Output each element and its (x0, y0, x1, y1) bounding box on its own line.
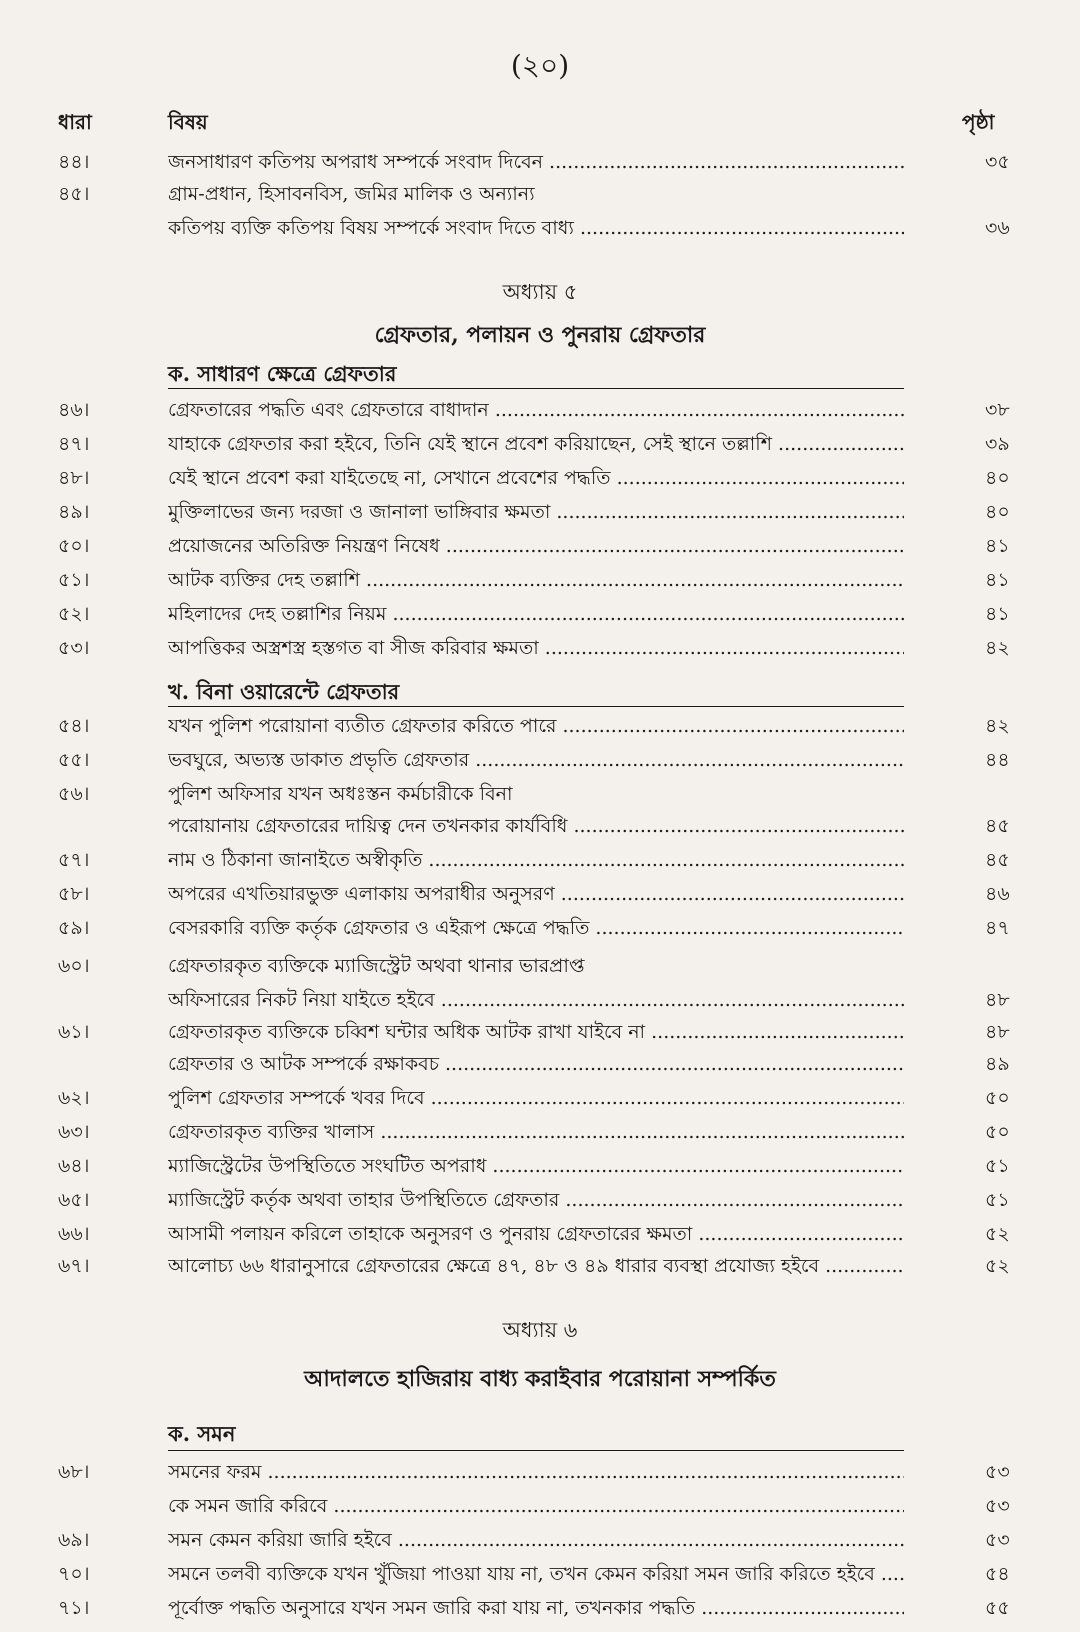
section-number: ৬৫। (58, 1189, 90, 1211)
section-number: ৭১। (58, 1597, 90, 1619)
section-number: ৪৫। (58, 183, 90, 205)
toc-row (0, 532, 1080, 562)
toc-row (0, 464, 1080, 494)
entry-title: ম্যাজিস্ট্রেটের উপস্থিতিতে সংঘটিত অপরাধ ..... (168, 1152, 904, 1184)
entry-title: সমনে তলবী ব্যক্তিকে যখন খুঁজিয়া পাওয়া যায় না, তখন কেমন করিয়া সমন জারি করিতে হইবে ..... (168, 1560, 904, 1592)
section-number: ৪৭। (58, 433, 90, 455)
page-ref: ৪৭ (985, 917, 1010, 939)
entry-title: বেসরকারি ব্যক্তি কর্তৃক গ্রেফতার ও এইরূপ ক্ষেত্রে পদ্ধতি ..... (168, 914, 904, 946)
divider (168, 1450, 904, 1451)
page-ref: ৪১ (985, 535, 1010, 557)
page-ref: ৪০ (985, 501, 1010, 523)
section-number: ৬১। (58, 1021, 90, 1043)
toc-row (0, 396, 1080, 426)
entry-title: কে সমন জারি করিবে ..... (168, 1492, 904, 1524)
entry-title: গ্রেফতারকৃত ব্যক্তিকে ম্যাজিস্ট্রেট অথবা থানার ভারপ্রাপ্ত (168, 955, 585, 977)
page-ref: ৪৮ (985, 1021, 1010, 1043)
toc-row (0, 1458, 1080, 1488)
column-header-section: ধারা (58, 110, 92, 134)
section-number: ৬০। (58, 955, 90, 977)
entry-title: যেই স্থানে প্রবেশ করা যাইতেছে না, সেখানে প্রবেশের পদ্ধতি ..... (168, 464, 904, 496)
section-number: ৫২। (58, 603, 90, 625)
section-number: ৫৩। (58, 637, 90, 659)
section-number: ৬৯। (58, 1529, 90, 1551)
section-number: ৬৭। (58, 1255, 90, 1277)
entry-title: গ্রেফতারকৃত ব্যক্তিকে চব্বিশ ঘন্টার অধিক আটক রাখা যাইবে না ..... (168, 1018, 904, 1050)
page-ref: ৪০ (985, 467, 1010, 489)
toc-row (0, 1186, 1080, 1216)
entry-title: গ্রেফতারকৃত ব্যক্তির খালাস ..... (168, 1118, 904, 1150)
toc-row (0, 1526, 1080, 1556)
entry-title: পুলিশ অফিসার যখন অধঃস্তন কর্মচারীকে বিনা (168, 783, 513, 805)
page-ref: ৫০ (985, 1121, 1010, 1143)
subsection-title: ক. সাধারণ ক্ষেত্রে গ্রেফতার (168, 361, 397, 386)
page-ref: ৪৫ (985, 815, 1010, 837)
section-number: ৪৯। (58, 501, 90, 523)
page-ref: ৩৮ (985, 399, 1010, 421)
toc-row (0, 952, 1080, 982)
toc-row (0, 1492, 1080, 1522)
entry-title: গ্রেফতার ও আটক সম্পর্কে রক্ষাকবচ ..... (168, 1050, 904, 1082)
toc-row (0, 430, 1080, 460)
toc-row (0, 1050, 1080, 1080)
page-ref: ৪৬ (985, 883, 1010, 905)
section-number: ৫৭। (58, 849, 90, 871)
entry-title: ভবঘুরে, অভ্যস্ত ডাকাত প্রভৃতি গ্রেফতার ..... (168, 746, 904, 778)
page-ref: ৫৩ (985, 1461, 1010, 1483)
page-ref: ৫৩ (985, 1529, 1010, 1551)
page-ref: ৫১ (985, 1155, 1010, 1177)
entry-title: আসামী পলায়ন করিলে তাহাকে অনুসরণ ও পুনরায় গ্রেফতারের ক্ষমতা ..... (168, 1220, 904, 1252)
entry-title: গ্রাম-প্রধান, হিসাবনবিস, জমির মালিক ও অন্যান্য (168, 183, 535, 205)
entry-title: যখন পুলিশ পরোয়ানা ব্যতীত গ্রেফতার করিতে পারে ..... (168, 712, 904, 744)
toc-row (0, 1252, 1080, 1282)
entry-title: গ্রেফতারের পদ্ধতি এবং গ্রেফতারে বাধাদান ..... (168, 396, 904, 428)
section-number: ৫৪। (58, 715, 90, 737)
section-number: ৬৪। (58, 1155, 90, 1177)
entry-title: ম্যাজিস্ট্রেট কর্তৃক অথবা তাহার উপস্থিতিতে গ্রেফতার ..... (168, 1186, 904, 1218)
toc-row (0, 634, 1080, 664)
page-number: (২০) (510, 49, 570, 82)
toc-row (0, 180, 1080, 210)
entry-title: প্রয়োজনের অতিরিক্ত নিয়ন্ত্রণ নিষেধ ..... (168, 532, 904, 564)
page-ref: ৫০ (985, 1087, 1010, 1109)
section-number: ৬৩। (58, 1121, 90, 1143)
page-ref: ৩৯ (985, 433, 1010, 455)
entry-title: সমনের ফরম ..... (168, 1458, 904, 1490)
section-number: ৬২। (58, 1087, 90, 1109)
section-number: ৪৬। (58, 399, 90, 421)
page-ref: ৩৫ (985, 151, 1010, 173)
toc-row (0, 1152, 1080, 1182)
page-ref: ৫২ (985, 1223, 1010, 1245)
toc-row (0, 780, 1080, 810)
section-number: ৪৮। (58, 467, 90, 489)
toc-row (0, 1560, 1080, 1590)
divider (168, 388, 904, 389)
chapter-title: গ্রেফতার, পলায়ন ও পুনরায় গ্রেফতার (374, 322, 706, 348)
chapter-title: আদালতে হাজিরায় বাধ্য করাইবার পরোয়ানা সম্পর্কিত (304, 1366, 776, 1392)
page-ref: ৫৫ (985, 1597, 1010, 1619)
section-number: ৫১। (58, 569, 90, 591)
subsection-title: খ. বিনা ওয়ারেন্টে গ্রেফতার (168, 679, 400, 704)
chapter-heading: অধ্যায় ৫ (502, 280, 578, 304)
page-ref: ৪১ (985, 603, 1010, 625)
entry-title: মুক্তিলাভের জন্য দরজা ও জানালা ভাঙ্গিবার ক্ষমতা ..... (168, 498, 904, 530)
section-number: ৭০। (58, 1563, 90, 1585)
toc-row (0, 846, 1080, 876)
entry-title: আলোচ্য ৬৬ ধারানুসারে গ্রেফতারের ক্ষেত্রে ৪৭, ৪৮ ও ৪৯ ধারার ব্যবস্থা প্রযোজ্য হইবে ..... (168, 1252, 904, 1284)
toc-row (0, 1594, 1080, 1624)
page-ref: ৩৬ (985, 217, 1010, 239)
section-number: ৬৮। (58, 1461, 90, 1483)
toc-row (0, 986, 1080, 1016)
column-header-page: পৃষ্ঠা (962, 110, 995, 134)
entry-title: পূর্বোক্ত পদ্ধতি অনুসারে যখন সমন জারি করা যায় না, তখনকার পদ্ধতি ..... (168, 1594, 904, 1626)
entry-title: পুলিশ গ্রেফতার সম্পর্কে খবর দিবে ..... (168, 1084, 904, 1116)
page-ref: ৪২ (985, 715, 1010, 737)
entry-title: পরোয়ানায় গ্রেফতারের দায়িত্ব দেন তখনকার কার্যবিধি ..... (168, 812, 904, 844)
toc-row (0, 600, 1080, 630)
page-ref: ৪৫ (985, 849, 1010, 871)
page-ref: ৫৪ (985, 1563, 1010, 1585)
toc-row (0, 214, 1080, 244)
entry-title: আপত্তিকর অস্ত্রশস্ত্র হস্তগত বা সীজ করিবার ক্ষমতা ..... (168, 634, 904, 666)
entry-title: মহিলাদের দেহ তল্লাশির নিয়ম ..... (168, 600, 904, 632)
entry-title: কতিপয় ব্যক্তি কতিপয় বিষয় সম্পর্কে সংবাদ দিতে বাধ্য ..... (168, 214, 904, 246)
toc-row (0, 812, 1080, 842)
page-ref: ৪৮ (985, 989, 1010, 1011)
entry-title: নাম ও ঠিকানা জানাইতে অস্বীকৃতি ..... (168, 846, 904, 878)
page-ref: ৫৩ (985, 1495, 1010, 1517)
toc-row (0, 1084, 1080, 1114)
toc-row (0, 1220, 1080, 1250)
section-number: ৫৬। (58, 783, 90, 805)
entry-title: সমন কেমন করিয়া জারি হইবে ..... (168, 1526, 904, 1558)
toc-row (0, 148, 1080, 178)
entry-title: অপরের এখতিয়ারভুক্ত এলাকায় অপরাধীর অনুসরণ ..... (168, 880, 904, 912)
entry-title: জনসাধারণ কতিপয় অপরাধ সম্পর্কে সংবাদ দিবেন ..... (168, 148, 904, 180)
subsection-title: ক. সমন (168, 1421, 236, 1446)
column-header-subject: বিষয় (168, 110, 208, 134)
section-number: ৫০। (58, 535, 90, 557)
section-number: ৪৪। (58, 151, 90, 173)
page-ref: ৪৯ (985, 1053, 1010, 1075)
section-number: ৬৬। (58, 1223, 90, 1245)
entry-title: অফিসারের নিকট নিয়া যাইতে হইবে ..... (168, 986, 904, 1018)
toc-row (0, 566, 1080, 596)
toc-row (0, 1018, 1080, 1048)
page-ref: ৪২ (985, 637, 1010, 659)
page-ref: ৫২ (985, 1255, 1010, 1277)
toc-row (0, 914, 1080, 944)
entry-title: আটক ব্যক্তির দেহ তল্লাশি ..... (168, 566, 904, 598)
section-number: ৫৯। (58, 917, 90, 939)
toc-row (0, 880, 1080, 910)
entry-title: যাহাকে গ্রেফতার করা হইবে, তিনি যেই স্থানে প্রবেশ করিয়াছেন, সেই স্থানে তল্লাশি ..... (168, 430, 904, 462)
toc-row (0, 498, 1080, 528)
toc-row (0, 1118, 1080, 1148)
toc-row (0, 712, 1080, 742)
page-ref: ৫১ (985, 1189, 1010, 1211)
chapter-heading: অধ্যায় ৬ (502, 1318, 578, 1342)
section-number: ৫৮। (58, 883, 90, 905)
section-number: ৫৫। (58, 749, 90, 771)
divider (168, 706, 904, 707)
page-ref: ৪৪ (985, 749, 1010, 771)
toc-row (0, 746, 1080, 776)
page-ref: ৪১ (985, 569, 1010, 591)
